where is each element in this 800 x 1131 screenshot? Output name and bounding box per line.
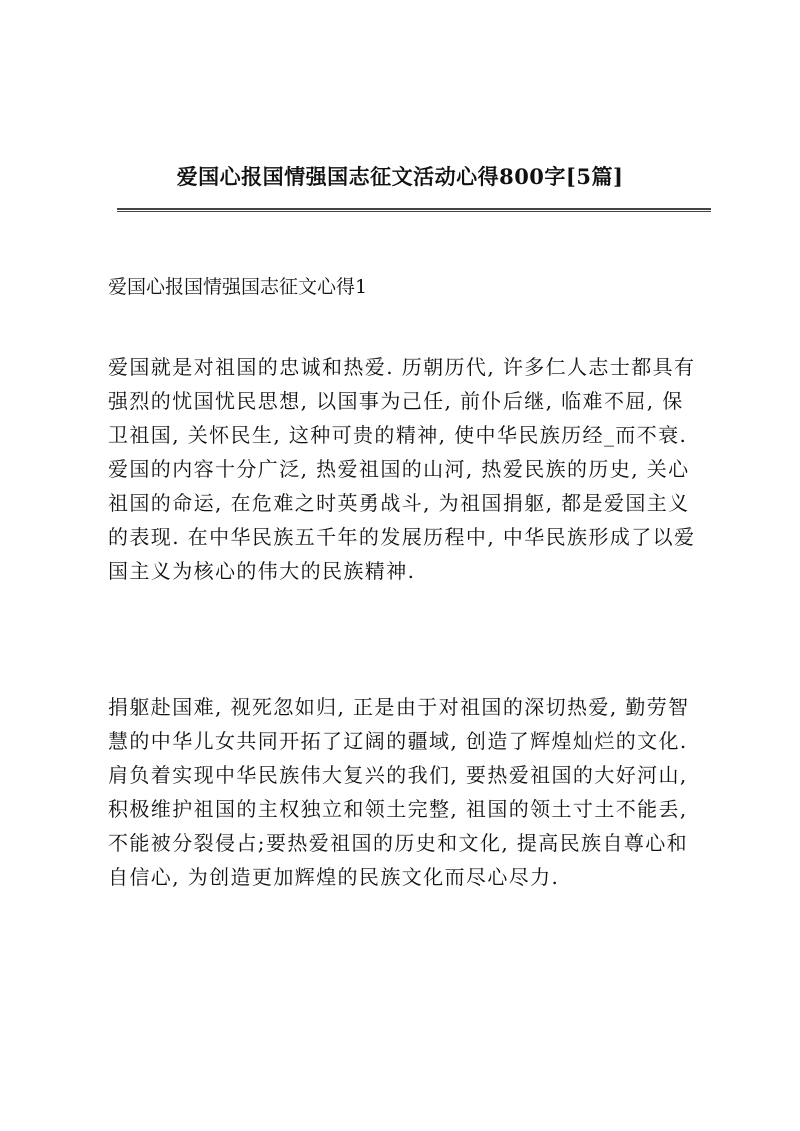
paragraph-line: 爱国就是对祖国的忠诚和热爱. 历朝历代, 许多仁人志士都具有 (108, 355, 696, 379)
paragraph-line: 祖国的命运, 在危难之时英勇战斗, 为祖国捐躯, 都是爱国主义 (108, 491, 690, 515)
paragraph-1 (108, 350, 708, 588)
paragraph-line: 爱国的内容十分广泛, 热爱祖国的山河, 热爱民族的历史, 关心 (108, 457, 690, 481)
paragraph-line: 积极维护祖国的主权独立和领土完整, 祖国的领土寸土不能丢, (108, 797, 688, 821)
paragraph-line: 捐躯赴国难, 视死忽如归, 正是由于对祖国的深切热爱, 勤劳智 (108, 695, 690, 719)
paragraph-2 (108, 690, 708, 894)
paragraph-line: 的表现. 在中华民族五千年的发展历程中, 中华民族形成了以爱 (108, 525, 696, 549)
section-heading: 爱国心报国情强国志征文心得1 (108, 276, 368, 298)
paragraph-line: 不能被分裂侵占;要热爱祖国的历史和文化, 提高民族自尊心和 (108, 831, 689, 855)
title-divider (117, 208, 711, 212)
paragraph-line: 慧的中华儿女共同开拓了辽阔的疆域, 创造了辉煌灿烂的文化. (108, 729, 688, 753)
paragraph-line: 自信心, 为创造更加辉煌的民族文化而尽心尽力. (108, 865, 560, 889)
paragraph-line: 国主义为核心的伟大的民族精神. (108, 559, 416, 583)
document-title: 爱国心报国情强国志征文活动心得800字[5篇] (176, 164, 624, 189)
paragraph-line: 强烈的忧国忧民思想, 以国事为己任, 前仆后继, 临难不屈, 保 (108, 389, 684, 413)
paragraph-line: 卫祖国, 关怀民生, 这种可贵的精神, 使中华民族历经_而不衰. (108, 423, 688, 447)
paragraph-line: 肩负着实现中华民族伟大复兴的我们, 要热爱祖国的大好河山, (108, 763, 688, 787)
